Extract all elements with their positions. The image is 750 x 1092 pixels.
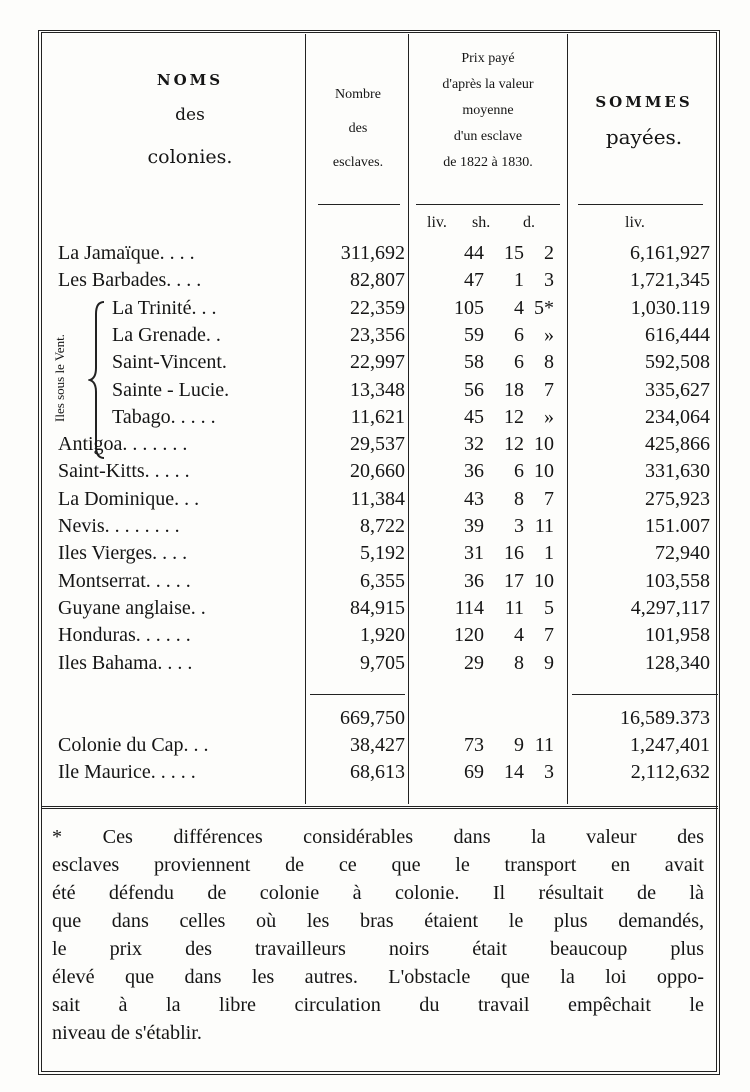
table-row [0,652,750,675]
table-row [0,297,750,320]
header-count-line: Nombre [335,87,381,102]
header-price-line: Prix payé [461,51,515,66]
sum-paid: 592,508 [645,351,710,374]
price-sh: 18 [504,378,524,401]
colony-name: Iles Vierges. . . . [58,542,188,565]
price-sh: 4 [514,296,524,319]
price-d: 3 [544,761,554,783]
header-rule [416,204,560,205]
colony-name: Antigoa. . . . . . . [58,433,188,456]
colony-name: Montserrat. . . . . [58,569,191,592]
sum-paid: 616,444 [645,323,710,346]
footnote-line: * Ces différences considérables dans la valeur des [52,826,704,848]
header-sums-line: SOMMES [595,93,693,111]
table-row [0,242,750,265]
table-row [0,433,750,456]
price-liv: 105 [454,296,484,319]
price-sh: 6 [514,323,524,346]
sum-paid: 128,340 [645,651,710,674]
table-row [0,406,750,429]
total-rule [572,694,718,695]
header-price [410,46,566,176]
colony-name: La Trinité. . . [112,296,217,319]
header-price-line: de 1822 à 1830. [443,155,533,170]
table-row [0,324,750,347]
price-sh: 11 [504,596,524,619]
colony-name: Guyane anglaise. . [58,596,206,619]
table-row [0,570,750,593]
header-price-line: moyenne [462,103,514,118]
header-names [90,70,290,171]
sum-paid: 1,247,401 [630,734,710,756]
total-slaves: 669,750 [340,707,405,729]
price-d: 5 [544,596,554,619]
price-sh: 15 [504,242,524,264]
footnote-line: le prix des travailleurs noirs était beaucoup plus [52,938,704,960]
price-sh: 4 [514,624,524,647]
header-price-line: d'un esclave [453,129,523,144]
price-sh: 12 [504,405,524,428]
table-row [0,542,750,565]
price-d: 2 [544,242,554,264]
header-sums-line: payées. [605,125,683,150]
colony-name: Nevis. . . . . . . . [58,515,180,537]
slave-count: 311,692 [340,242,405,264]
price-d: 5* [534,296,554,319]
price-liv: 36 [464,460,484,483]
sum-paid: 331,630 [645,460,710,483]
sum-paid: 335,627 [645,378,710,401]
table-row [0,488,750,511]
colony-name: Ile Maurice. . . . . [58,761,196,783]
slave-count: 1,920 [360,624,405,647]
total-sum: 16,589.373 [620,707,710,729]
header-names-line: NOMS [156,71,224,89]
footnote-line: élevé que dans les autres. L'obstacle que la loi oppo- [52,966,704,988]
price-sh: 9 [514,734,524,756]
footnote-line: esclaves proviennent de ce que le transport en avait [52,854,704,876]
slave-count: 82,807 [350,269,405,292]
price-liv: 32 [464,433,484,456]
unit-d: d. [523,214,535,231]
sum-paid: 1,721,345 [630,269,710,292]
table-row [0,379,750,402]
sum-paid: 1,030.119 [630,296,710,319]
total-rule [310,694,405,695]
price-liv: 58 [464,351,484,374]
colony-name: La Jamaïque. . . . [58,242,195,264]
colony-name: Colonie du Cap. . . [58,734,209,756]
unit-liv: liv. [427,214,447,231]
price-sh: 8 [514,487,524,510]
price-liv: 114 [454,596,484,619]
colony-name: La Grenade. . [112,323,221,346]
colony-name: Tabago. . . . . [112,405,216,428]
price-d: 1 [544,542,554,565]
sum-paid: 2,112,632 [630,761,710,783]
price-d: 3 [544,269,554,292]
price-d: » [544,405,554,428]
price-sh: 6 [514,460,524,483]
colony-name: La Dominique. . . [58,487,200,510]
price-liv: 56 [464,378,484,401]
header-count-line: des [348,121,368,136]
header-sums [570,92,718,151]
table-row [0,624,750,647]
price-liv: 73 [464,734,484,756]
header-rule [318,204,400,205]
price-liv: 43 [464,487,484,510]
header-count [308,78,408,180]
slave-count: 9,705 [360,651,405,674]
price-d: 9 [544,651,554,674]
colony-name: Iles Bahama. . . . [58,651,193,674]
price-d: 7 [544,487,554,510]
colony-name: Sainte - Lucie. [112,378,230,401]
slave-count: 5,192 [360,542,405,565]
group-label: Iles sous le Vent. [52,334,67,422]
sum-paid: 234,064 [645,405,710,428]
slave-count: 11,384 [350,487,405,510]
price-liv: 69 [464,761,484,783]
footnote [52,823,704,1047]
header-names-line: colonies. [147,146,233,169]
price-d: » [544,323,554,346]
slave-count: 6,355 [360,569,405,592]
header-rule [578,204,703,205]
price-liv: 31 [464,542,484,565]
price-liv: 29 [464,651,484,674]
sum-paid: 6,161,927 [630,242,710,264]
sum-paid: 101,958 [645,624,710,647]
price-sh: 1 [514,269,524,292]
price-sh: 16 [504,542,524,565]
colony-name: Saint-Vincent. [112,351,227,374]
slave-count: 84,915 [350,596,405,619]
table-row [0,269,750,292]
table-row [0,515,750,538]
table-row [0,597,750,620]
slave-count: 11,621 [350,405,405,428]
colony-name: Honduras. . . . . . [58,624,191,647]
price-liv: 47 [464,269,484,292]
slave-count: 38,427 [350,734,405,756]
price-liv: 36 [464,569,484,592]
price-liv: 39 [464,515,484,537]
footnote-line: que dans celles où les bras étaient le plus demandés, [52,910,704,932]
price-d: 10 [534,460,554,483]
price-d: 8 [544,351,554,374]
price-sh: 3 [514,515,524,537]
sum-paid: 425,866 [645,433,710,456]
price-sh: 14 [504,761,524,783]
price-d: 11 [534,515,554,537]
price-liv: 44 [464,242,484,264]
slave-count: 22,997 [350,351,405,374]
unit-sh: sh. [472,214,491,231]
header-names-line: des [175,105,205,126]
price-d: 7 [544,378,554,401]
slave-count: 13,348 [350,378,405,401]
price-liv: 59 [464,323,484,346]
price-sh: 12 [504,433,524,456]
slave-count: 68,613 [350,761,405,783]
colony-name: Les Barbades. . . . [58,269,202,292]
slave-count: 8,722 [360,515,405,537]
footnote-line: niveau de s'établir. [52,1022,202,1044]
price-d: 11 [534,734,554,756]
sum-paid: 103,558 [645,569,710,592]
header-price-line: d'après la valeur [442,77,534,92]
table-row [0,460,750,483]
table-row [0,351,750,374]
price-sh: 6 [514,351,524,374]
sum-paid: 151.007 [645,515,710,537]
footnote-line: sait à la libre circulation du travail empêchait le [52,994,704,1016]
colony-name: Saint-Kitts. . . . . [58,460,190,483]
price-sh: 17 [504,569,524,592]
price-liv: 45 [464,405,484,428]
price-sh: 8 [514,651,524,674]
sum-paid: 4,297,117 [630,596,710,619]
unit-sum-liv: liv. [625,214,645,231]
footnote-line: été défendu de colonie à colonie. Il résultait de là [52,882,704,904]
price-liv: 120 [454,624,484,647]
sum-paid: 275,923 [645,487,710,510]
note-top-rule [42,806,718,809]
price-d: 10 [534,433,554,456]
slave-count: 23,356 [350,323,405,346]
price-d: 7 [544,624,554,647]
slave-count: 20,660 [350,460,405,483]
slave-count: 29,537 [350,433,405,456]
sum-paid: 72,940 [655,542,710,565]
table-row [0,734,750,757]
slave-count: 22,359 [350,296,405,319]
price-d: 10 [534,569,554,592]
header-count-line: esclaves. [332,155,384,170]
table-row [0,761,750,784]
